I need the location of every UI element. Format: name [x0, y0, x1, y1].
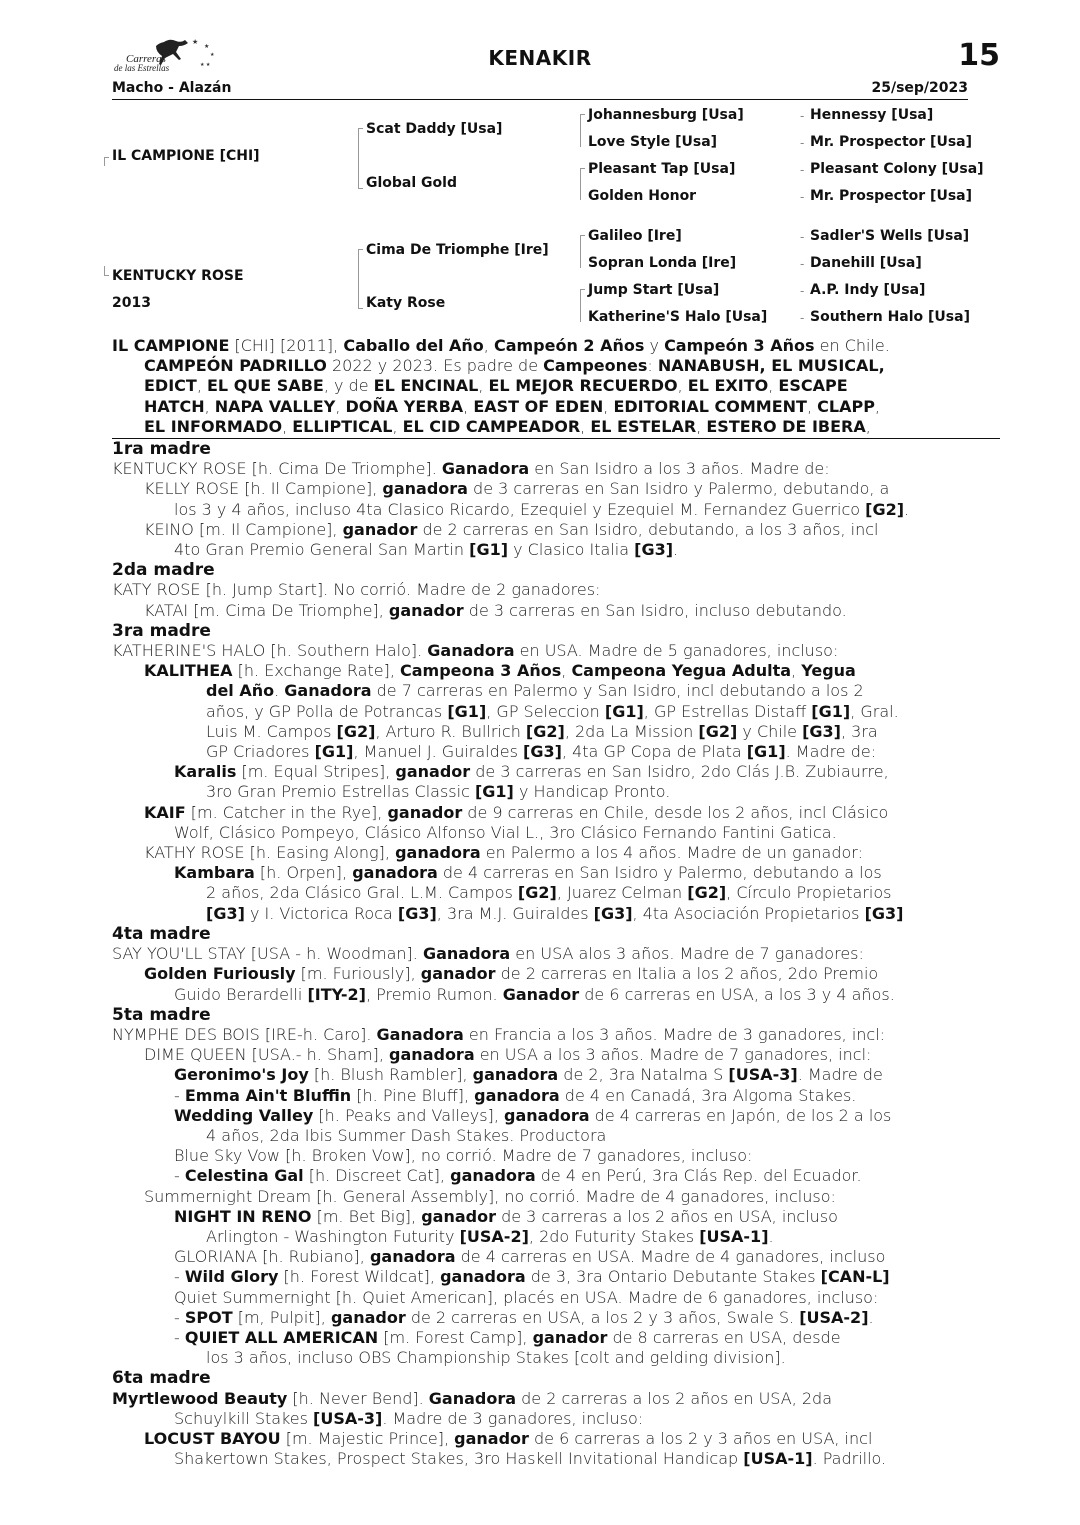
- pedigree-g3-6: Sopran Londa [Ire]: [588, 255, 737, 271]
- pedigree-g2-1: Scat Daddy [Usa]: [366, 121, 503, 137]
- pedigree-g3-3: Pleasant Tap [Usa]: [588, 161, 736, 177]
- produce-line: GP Criadores [G1], Manuel J. Guiraldes [G3], 4ta GP Copa de Plata [G1]. Madre de:: [206, 742, 877, 762]
- produce-line: Geronimo's Joy [h. Blush Rambler], ganadora de 2, 3ra Natalma S [USA-3]. Madre de: [174, 1065, 883, 1085]
- pedigree-birth-year: 2013: [112, 295, 151, 311]
- produce-line: KALITHEA [h. Exchange Rate], Campeona 3 Años, Campeona Yegua Adulta, Yegua: [144, 661, 856, 681]
- produce-line: 4to Gran Premio General San Martin [G1] y Clasico Italia [G3].: [174, 540, 679, 560]
- pedigree-g4-7: A.P. Indy [Usa]: [810, 282, 926, 298]
- produce-line: Karalis [m. Equal Stripes], ganador de 3 carreras en San Isidro, 2do Clás J.B. Zubiaurre,: [174, 762, 889, 782]
- produce-line: los 3 y 4 años, incluso 4ta Clasico Ricardo, Ezequiel y Ezequiel M. Fernandez Guerrico [G2].: [174, 499, 910, 519]
- produce-line: GLORIANA [h. Rubiano], ganadora de 4 carreras en USA. Madre de 4 ganadores, incluso: [174, 1247, 886, 1267]
- produce-line: Schuylkill Stakes [USA-3]. Madre de 3 ganadores, incluso:: [174, 1408, 644, 1428]
- svg-text:★: ★: [204, 44, 210, 50]
- produce-line: Summernight Dream [h. General Assembly], no corrió. Madre de 4 ganadores, incluso:: [144, 1186, 836, 1206]
- pedigree-g3-8: Katherine'S Halo [Usa]: [588, 309, 768, 325]
- produce-line: KAIF [m. Catcher in the Rye], ganador de 9 carreras en Chile, desde los 2 años, incl Clásico: [144, 802, 889, 822]
- svg-text:★: ★: [210, 52, 215, 58]
- produce-line: - QUIET ALL AMERICAN [m. Forest Camp], ganador de 8 carreras en USA, desde: [174, 1327, 841, 1347]
- pedigree-sire: IL CAMPIONE [CHI]: [112, 148, 260, 164]
- section-heading-1ra-madre: 1ra madre: [112, 438, 1000, 459]
- dam-line: KATHERINE'S HALO [h. Southern Halo]. Ganadora en USA. Madre de 5 ganadores, incluso:: [112, 641, 839, 661]
- produce-line: Blue Sky Vow [h. Broken Vow], no corrió. Madre de 7 ganadores, incluso:: [174, 1146, 753, 1166]
- pedigree-g3-5: Galileo [Ire]: [588, 228, 682, 244]
- pedigree-g4-8: Southern Halo [Usa]: [810, 309, 970, 325]
- dam-line: KATY ROSE [h. Jump Start]. No corrió. Madre de 2 ganadores:: [112, 580, 601, 600]
- header-divider: [112, 99, 968, 100]
- pedigree-g2-4: Katy Rose: [366, 295, 446, 311]
- sex-coat: Macho - Alazán: [112, 80, 232, 96]
- lot-number: 15: [958, 38, 1000, 73]
- produce-line: NIGHT IN RENO [m. Bet Big], ganador de 3 carreras a los 2 años en USA, incluso: [174, 1206, 838, 1226]
- produce-line: Kambara [h. Orpen], ganadora de 4 carreras en San Isidro y Palermo, debutando a los: [174, 863, 882, 883]
- produce-line: KELLY ROSE [h. Il Campione], ganadora de 3 carreras en San Isidro y Palermo, debutando, a: [144, 479, 890, 499]
- produce-line: Luis M. Campos [G2], Arturo R. Bullrich [G2], 2da La Mission [G2] y Chile [G3], 3ra: [206, 721, 878, 741]
- pedigree-g4-1: Hennessy [Usa]: [810, 107, 934, 123]
- produce-line: LOCUST BAYOU [m. Majestic Prince], ganador de 6 carreras a los 2 y 3 años en USA, incl: [144, 1428, 873, 1448]
- pedigree-g4-2: Mr. Prospector [Usa]: [810, 134, 972, 150]
- sire-note: IL CAMPIONE [CHI] [2011], Caballo del Año, Campeón 2 Años y Campeón 3 Años en Chile. CAMPEÓN PADRILLO 2022 y 2023. Es padre de Campeones: NANABUSH, EL MUSICAL, EDICT, EL QUE SABE, y de EL ENCINAL, EL MEJOR RECUERDO, EL EXITO, ESCAPE HATCH, NAPA VALLEY, DOÑA YERBA, EAST OF EDEN, EDITORIAL COMMENT, CLAPP, EL INFORMADO, ELLIPTICAL, EL CID CAMPEADOR, EL ESTELAR, ESTERO DE IBERA,: [112, 336, 890, 436]
- produce-line: Golden Furiously [m. Furiously], ganador de 2 carreras en Italia a los 2 años, 2do Premio: [144, 964, 879, 984]
- produce-line: KEINO [m. Il Campione], ganador de 2 carreras en San Isidro, debutando, a los 3 años, incl: [144, 519, 879, 539]
- pedigree-g3-2: Love Style [Usa]: [588, 134, 718, 150]
- produce-line: Quiet Summernight [h. Quiet American], placés en USA. Madre de 6 ganadores, incluso:: [174, 1287, 879, 1307]
- produce-line: - Wild Glory [h. Forest Wildcat], ganadora de 3, 3ra Ontario Debutante Stakes [CAN-L]: [174, 1267, 890, 1287]
- svg-text:★: ★: [192, 39, 199, 46]
- svg-text:★ ★: ★ ★: [200, 62, 211, 68]
- produce-line: del Año. Ganadora de 7 carreras en Palermo y San Isidro, incl debutando a los 2: [206, 681, 864, 701]
- produce-line: - Celestina Gal [h. Discreet Cat], ganadora de 4 en Perú, 3ra Clás Rep. del Ecuador.: [174, 1166, 862, 1186]
- pedigree-g3-4: Golden Honor: [588, 188, 697, 204]
- pedigree-g2-3: Cima De Triomphe [Ire]: [366, 242, 549, 258]
- produce-line: Wedding Valley [h. Peaks and Valleys], ganadora de 4 carreras en Japón, de los 2 a los: [174, 1105, 892, 1125]
- produce-line: 3ro Gran Premio Estrellas Classic [G1] y Handicap Pronto.: [206, 782, 671, 802]
- pedigree-g4-3: Pleasant Colony [Usa]: [810, 161, 984, 177]
- section-heading-5ta-madre: 5ta madre: [112, 1004, 211, 1025]
- produce-line: Shakertown Stakes, Prospect Stakes, 3ro Haskell Invitational Handicap [USA-1]. Padrillo.: [174, 1449, 887, 1469]
- pedigree-g4-5: Sadler'S Wells [Usa]: [810, 228, 970, 244]
- pedigree-g3-1: Johannesburg [Usa]: [588, 107, 744, 123]
- dam-line: SAY YOU'LL STAY [USA - h. Woodman]. Ganadora en USA alos 3 años. Madre de 7 ganadores:: [112, 944, 864, 964]
- pedigree-dam: KENTUCKY ROSE: [112, 268, 244, 284]
- date: 25/sep/2023: [871, 80, 968, 96]
- produce-line: Wolf, Clásico Pompeyo, Clásico Alfonso Vial L., 3ro Clásico Fernando Fantini Gatica.: [174, 822, 837, 842]
- produce-line: 4 años, 2da Ibis Summer Dash Stakes. Productora: [206, 1125, 607, 1145]
- produce-line: - SPOT [m, Pulpit], ganador de 2 carreras en USA, a los 2 y 3 años, Swale S. [USA-2].: [174, 1307, 874, 1327]
- pedigree-g2-2: Global Gold: [366, 175, 457, 191]
- section-heading-4ta-madre: 4ta madre: [112, 923, 211, 944]
- pedigree-g3-7: Jump Start [Usa]: [588, 282, 720, 298]
- produce-line: - Emma Ain't Bluffin [h. Pine Bluff], ganadora de 4 en Canadá, 3ra Algoma Stakes.: [174, 1085, 857, 1105]
- produce-line: KATHY ROSE [h. Easing Along], ganadora en Palermo a los 4 años. Madre de un ganador:: [144, 843, 863, 863]
- pedigree-notes: [112, 336, 1000, 1469]
- logo-text-line2: de las Estrellas: [114, 63, 170, 73]
- dam-line: KENTUCKY ROSE [h. Cima De Triomphe]. Ganadora en San Isidro a los 3 años. Madre de:: [112, 459, 830, 479]
- produce-line: 2 años, 2da Clásico Gral. L.M. Campos [G2], Juarez Celman [G2], Círculo Propietarios: [206, 883, 892, 903]
- section-heading-2da-madre: 2da madre: [112, 560, 215, 581]
- logo-text-line1: Carreras: [126, 53, 166, 65]
- produce-line: los 3 años, incluso OBS Championship Stakes [colt and gelding division].: [206, 1348, 786, 1368]
- section-heading-6ta-madre: 6ta madre: [112, 1368, 211, 1389]
- produce-line: KATAI [m. Cima De Triomphe], ganador de 3 carreras en San Isidro, incluso debutando.: [144, 600, 847, 620]
- section-heading-3ra-madre: 3ra madre: [112, 620, 211, 641]
- horse-name: KENAKIR: [488, 46, 592, 70]
- pedigree-g4-6: Danehill [Usa]: [810, 255, 922, 271]
- produce-line: [G3] y I. Victorica Roca [G3], 3ra M.J. Guiraldes [G3], 4ta Asociación Propietarios [G3]: [206, 903, 904, 923]
- pedigree-g4-4: Mr. Prospector [Usa]: [810, 188, 972, 204]
- produce-line: DIME QUEEN [USA.- h. Sham], ganadora en USA a los 3 años. Madre de 7 ganadores, incl:: [144, 1045, 872, 1065]
- produce-line: Guido Berardelli [ITY-2], Premio Rumon. Ganador de 6 carreras en USA, a los 3 y 4 años.: [174, 984, 895, 1004]
- produce-line: Arlington - Washington Futurity [USA-2], 2do Futurity Stakes [USA-1].: [206, 1226, 774, 1246]
- dam-line: NYMPHE DES BOIS [IRE-h. Caro]. Ganadora en Francia a los 3 años. Madre de 3 ganadores, incl:: [112, 1024, 886, 1044]
- produce-line: años, y GP Polla de Potrancas [G1], GP Seleccion [G1], GP Estrellas Distaff [G1], Gral.: [206, 701, 899, 721]
- dam-line: Myrtlewood Beauty [h. Never Bend]. Ganadora de 2 carreras a los 2 años en USA, 2da: [112, 1388, 832, 1408]
